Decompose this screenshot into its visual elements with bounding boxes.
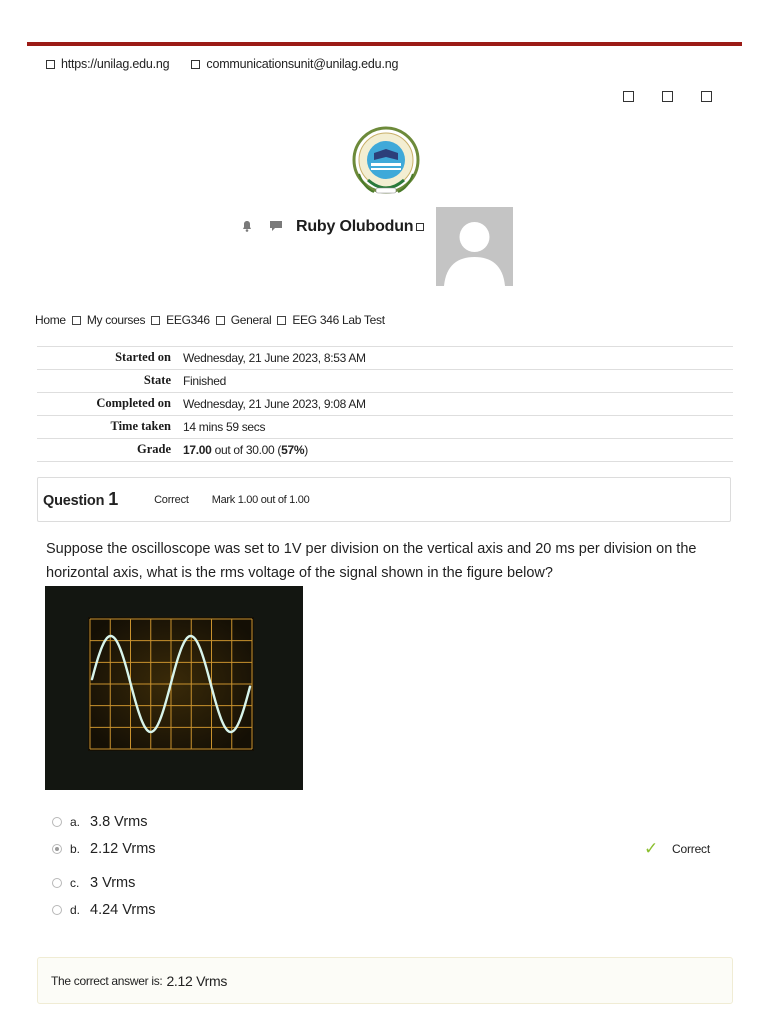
- breadcrumb-quiz[interactable]: EEG 346 Lab Test: [292, 313, 385, 327]
- square-icon[interactable]: [662, 91, 673, 102]
- user-menu: [240, 207, 513, 286]
- answer-option-a[interactable]: [52, 812, 732, 832]
- globe-icon: [46, 60, 55, 69]
- user-menu-toggle[interactable]: [296, 218, 424, 236]
- grade-close: ): [304, 442, 308, 457]
- answer-feedback: [644, 839, 710, 859]
- breadcrumb-section[interactable]: General: [230, 313, 272, 327]
- breadcrumb-home[interactable]: Home: [35, 313, 66, 327]
- answer-text: 3 Vrms: [90, 875, 136, 891]
- table-row: [37, 370, 733, 393]
- summary-value: Finished: [183, 373, 226, 388]
- answer-radio[interactable]: [52, 905, 62, 915]
- answer-radio[interactable]: [52, 817, 62, 827]
- square-icon[interactable]: [701, 91, 712, 102]
- answer-radio[interactable]: [52, 844, 62, 854]
- right-answer-label: The correct answer is:: [51, 973, 163, 988]
- grade-percent: 57%: [281, 442, 305, 457]
- envelope-icon: [191, 60, 200, 69]
- grade-value: [183, 439, 733, 462]
- breadcrumb-course[interactable]: EEG346: [166, 313, 210, 327]
- answer-letter: a.: [70, 815, 81, 829]
- breadcrumb-separator-icon: [72, 316, 81, 325]
- attempt-summary-table: [37, 346, 733, 462]
- right-answer-box: [37, 957, 733, 1004]
- header-icon-row: [623, 91, 740, 102]
- grade-score: 17.00: [183, 442, 212, 457]
- website-link[interactable]: [46, 57, 169, 71]
- breadcrumb-separator-icon: [277, 316, 286, 325]
- breadcrumb-my-courses[interactable]: My courses: [86, 313, 146, 327]
- table-row: [37, 347, 733, 370]
- answer-text: 4.24 Vrms: [90, 902, 156, 918]
- answer-option-c[interactable]: [52, 873, 732, 893]
- summary-label: Time taken: [110, 419, 171, 433]
- summary-value: 14 mins 59 secs: [183, 419, 266, 434]
- summary-value: Wednesday, 21 June 2023, 9:08 AM: [183, 396, 366, 411]
- answer-radio[interactable]: [52, 878, 62, 888]
- question-grade: Mark 1.00 out of 1.00: [211, 493, 310, 506]
- square-icon[interactable]: [623, 91, 634, 102]
- right-answer-value: 2.12 Vrms: [166, 972, 228, 989]
- question-state: Correct: [154, 493, 189, 506]
- question-label-text: Question: [43, 493, 105, 509]
- dropdown-icon: [416, 223, 424, 231]
- user-name: Ruby Olubodun: [296, 218, 414, 235]
- summary-label: Grade: [136, 442, 171, 456]
- website-text: https://unilag.edu.ng: [61, 57, 170, 71]
- question-info-box: [37, 477, 731, 522]
- email-link[interactable]: [191, 57, 398, 71]
- university-logo[interactable]: [346, 122, 426, 202]
- checkmark-icon: ✓: [644, 839, 659, 858]
- answer-option-b[interactable]: [52, 839, 732, 859]
- grade-total: out of 30.00 (: [214, 442, 282, 457]
- feedback-text: Correct: [672, 842, 710, 856]
- summary-label: Completed on: [96, 396, 171, 410]
- email-text: communicationsunit@unilag.edu.ng: [206, 57, 399, 71]
- brand-top-bar: [27, 42, 742, 46]
- avatar[interactable]: [436, 207, 513, 286]
- summary-label: Started on: [115, 350, 171, 364]
- table-row: [37, 439, 733, 462]
- question-text: Suppose the oscilloscope was set to 1V per division on the vertical axis and 20 ms per division on the horizontal axis, what is the rms voltage of the signal shown in the figure below?: [46, 541, 697, 581]
- chat-icon[interactable]: [268, 219, 284, 233]
- summary-label: State: [143, 373, 171, 387]
- answer-letter: c.: [70, 876, 80, 890]
- answer-letter: d.: [70, 903, 81, 917]
- breadcrumb-separator-icon: [151, 316, 160, 325]
- table-row: [37, 393, 733, 416]
- breadcrumb: [35, 313, 385, 327]
- breadcrumb-separator-icon: [216, 316, 225, 325]
- answer-options: [52, 812, 732, 927]
- answer-text: 2.12 Vrms: [90, 841, 156, 857]
- answer-text: 3.8 Vrms: [90, 814, 148, 830]
- answer-letter: b.: [70, 842, 81, 856]
- table-row: [37, 416, 733, 439]
- question-label: [43, 489, 118, 510]
- answer-option-d[interactable]: [52, 900, 732, 920]
- question-number: 1: [108, 489, 119, 509]
- summary-value: Wednesday, 21 June 2023, 8:53 AM: [183, 350, 366, 365]
- oscilloscope-image: [45, 586, 303, 790]
- contact-row: [46, 57, 420, 71]
- bell-icon[interactable]: [240, 219, 254, 233]
